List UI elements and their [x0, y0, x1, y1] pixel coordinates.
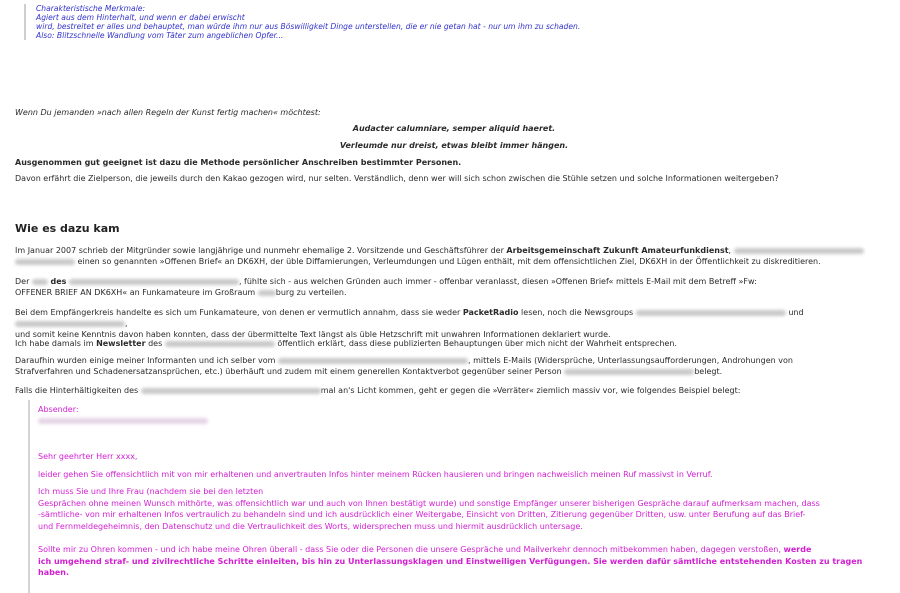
packetradio-label: PacketRadio	[462, 308, 519, 317]
german-quote: Verleumde nur dreist, etwas bleibt immer hängen.	[339, 141, 569, 150]
latin-quote: Audacter calumniare, semper aliquid haeret.	[352, 124, 556, 133]
section-heading: Wie es dazu kam	[15, 222, 120, 235]
paragraph-2: Der des , fühlte sich - aus welchen Gründen auch immer - offenbar veranlasst, diesen »Offenen Brief« mittels E-Mail mit dem Betreff »Fw: OFFENER BRIEF AN DK6XH« an Funkamateure im Großraum burg zu verteilen.	[15, 277, 757, 297]
redacted-text	[734, 248, 864, 254]
paragraph-1: Im Januar 2007 schrieb der Mitgründer sowie langjährige und nunmehr ehemalige 2. Vorsitzende und Geschäftsführer der Arbeitsgemeinschaft Zukunft Amateurfunkdienst, einen so genannten »Offenen Brief« an DK6XH, der üble Diffamierungen, Verleumdungen und Lügen enthält, mit dem offensichtlichen Ziel, DK6XH in der Öffentlichkeit zu diskreditieren.	[15, 245, 893, 267]
paragraph-4: Ich habe damals im Newsletter des öffentlich erklärt, dass diese publizierten Behauptungen über mich nicht der Wahrheit entsprechen.	[15, 339, 677, 348]
letter-quote: Absender: Sehr geehrter Herr xxxx, leider gehen Sie offensichtlich mit von mir erhaltenen und anvertrauten Infos hinter meinem Rücken hausieren und bringen nachweislich meinen Ruf massivst in Verruf. Ich muss Sie und Ihre Frau (nachdem sie bei den letzten Gesprächen ohne meinen Wunsch mithörte, was offensichtlich war und auch von Ihnen bestätigt wurde) und sonstige Empfänger unserer bisherigen Gespräche darauf aufmerksam machen, dass -sämtliche- von mir erhaltenen Infos vertraulich zu behandeln sind und ich ausdrücklich einer Weitergabe, Einsicht von Dritten, Zitierung gegenüber Dritten, usw. unter Berufung auf das Brief- und Fernmeldegeheimnis, den Datenschutz und die Vertraulichkeit des Worts, widersprechen muss und hiermit ausdrücklich untersage. Sollte mir zu Ohren kommen - und ich habe meine Ohren überall - dass Sie oder die Personen die unsere Gespräche und Mailverkehr dennoch mitbekommen haben, dagegen verstoßen, werde ich umgehend straf- und zivilrechtliche Schritte einleiten, bis hin zu Unterlassungsklagen und Einstweiligen Verfügungen. Sie werden dafür sämtliche entstehenden Kosten zu tragen haben.	[28, 400, 898, 593]
paragraph-6: Falls die Hinterhältigkeiten des mal an's Licht kommen, geht er gegen die »Verräter« ziemlich massiv vor, wie folgendes Beispiel belegt:	[15, 386, 741, 395]
paragraph-5: Daraufhin wurden einige meiner Informanten und ich selber vom , mittels E-Mails (Widersprüche, Unterlassungsaufforderungen, Androhungen von Strafverfahren und Schadenersatzansprüchen, etc.) überhäuft und zudem mit einem generellen Kontaktverbot gegenüber seiner Person belegt.	[15, 356, 793, 376]
org-name: Arbeitsgemeinschaft Zukunft Amateurfunkdienst	[506, 246, 729, 255]
quote-line: Agiert aus dem Hinterhalt, und wenn er dabei erwischt	[36, 13, 245, 22]
characteristics-quote	[24, 4, 896, 40]
redacted-text	[15, 259, 75, 265]
quote-line: Charakteristische Merkmale:	[36, 4, 146, 13]
bold-statement: Ausgenommen gut geeignet ist dazu die Methode persönlicher Anschreiben bestimmter Personen.	[15, 158, 462, 167]
redacted-text	[69, 279, 239, 285]
paragraph-3: Bei dem Empfängerkreis handelte es sich um Funkamateure, von denen er vermutlich annahm, dass sie weder PacketRadio lesen, noch die Newsgroups und , und somit keine Kenntnis davon haben konnten, dass der übermittelte Text längst als üble Hetzschrift mit unwahren Informationen deklariert wurde.	[15, 308, 804, 339]
newsletter-label: Newsletter	[96, 339, 146, 348]
intro-paragraph: Davon erfährt die Zielperson, die jeweils durch den Kakao gezogen wird, nur selten. Verständlich, denn wer will sich schon zwischen die Stühle setzen und solche Informationen weitergeben?	[15, 174, 779, 183]
sender-label: Absender:	[38, 405, 79, 414]
greeting: Sehr geehrter Herr xxxx,	[38, 452, 138, 461]
quote-line: wird, bestreitet er alles und behauptet, man würde ihm nur aus Böswilligkeit Dinge unterstellen, die er nie getan hat - nur um ihm zu schaden.	[36, 22, 581, 31]
quote-line: Also: Blitzschnelle Wandlung vom Täter zum angeblichen Opfer...	[36, 31, 284, 40]
intro-line: Wenn Du jemanden »nach allen Regeln der Kunst fertig machen« möchtest:	[15, 108, 321, 117]
